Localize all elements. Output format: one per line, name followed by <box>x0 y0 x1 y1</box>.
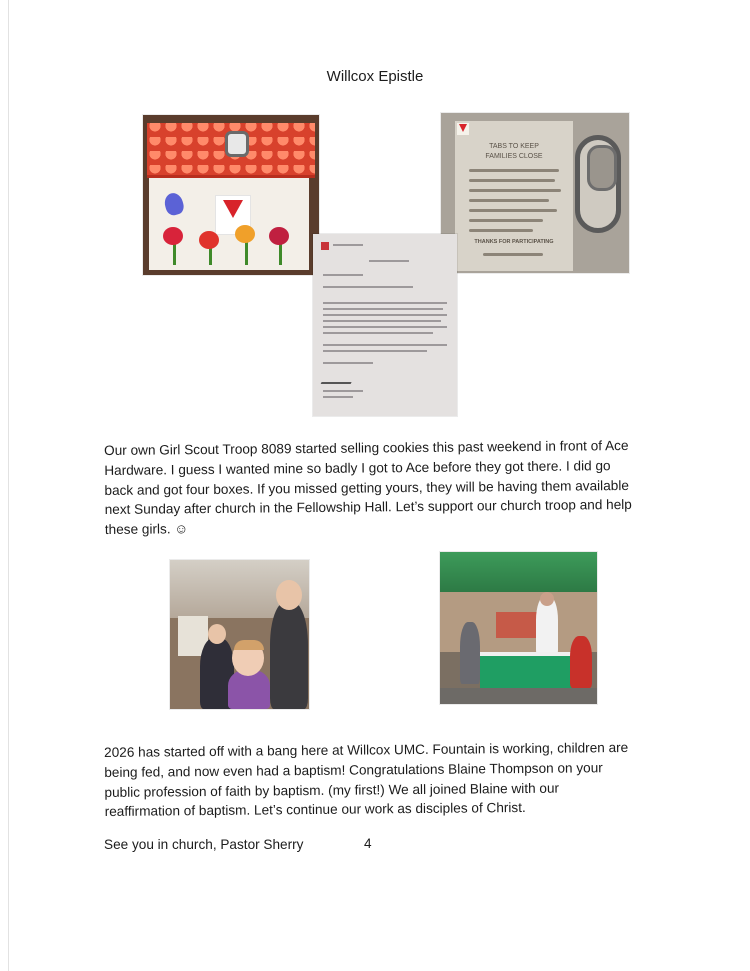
poster-footer: THANKS FOR PARTICIPATING <box>474 239 554 245</box>
paragraph-line: back and got four boxes. If you missed getting yours, they will be having them available <box>104 477 629 498</box>
paragraph-line: next Sunday after church in the Fellowship Hall. Let’s support our church troop and help <box>104 497 632 518</box>
letter-photo <box>313 234 457 416</box>
poster-heading-line2: FAMILIES CLOSE <box>485 153 543 160</box>
paragraph-line: Our own Girl Scout Troop 8089 started selling cookies this past weekend in front of Ace <box>104 437 629 458</box>
paragraph-line: public profession of faith by baptism. (my first!) We all joined Blaine with our <box>104 780 560 800</box>
baptism-paragraph <box>104 738 629 822</box>
tabs-to-keep-families-close-poster-photo <box>441 113 629 273</box>
pastor-signature: See you in church, Pastor Sherry <box>104 837 304 852</box>
page-edge <box>8 0 9 971</box>
paragraph-line: these girls. ☺ <box>104 521 189 538</box>
girl-scouts-cookie-booth-photo <box>440 552 597 704</box>
girl-scouts-indoors-photo <box>170 560 309 709</box>
troop-paragraph <box>104 436 632 540</box>
poster-heading-line1: TABS TO KEEP <box>489 143 539 150</box>
page-number: 4 <box>364 836 372 851</box>
rmhc-logo-icon <box>457 123 469 135</box>
birdhouse-donation-box-photo <box>143 115 319 275</box>
paragraph-line: 2026 has started off with a bang here at Willcox UMC. Fountain is working, children are <box>104 739 629 760</box>
paragraph-line: reaffirmation of baptism. Let’s continue our work as disciples of Christ. <box>104 800 526 820</box>
paragraph-line: Hardware. I guess I wanted mine so badly I got to Ace before they got there. I did go <box>104 457 611 478</box>
paragraph-line: being fed, and now even had a baptism! Congratulations Blaine Thompson on your <box>104 760 603 780</box>
newsletter-title: Willcox Epistle <box>326 68 424 85</box>
